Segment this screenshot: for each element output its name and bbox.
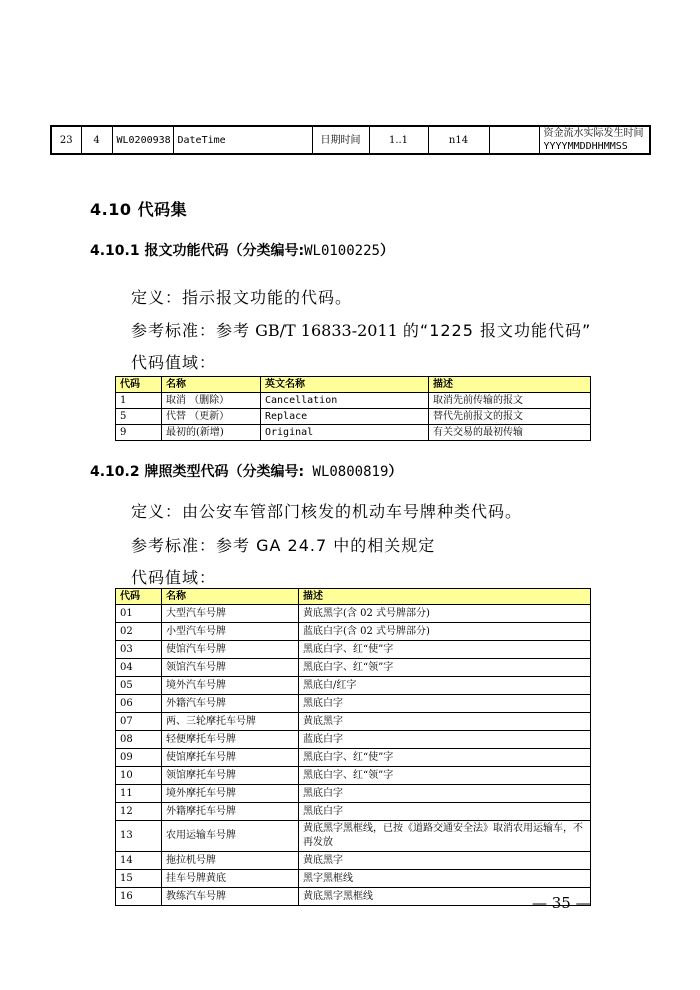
definition-text-1: 定义：指示报文功能的代码。 xyxy=(131,288,353,307)
classification-code: WL0100225 xyxy=(304,243,380,259)
description-cell: 替代先前报文的报文 xyxy=(429,409,591,425)
description-cell: 黑底白字 xyxy=(299,803,591,821)
table-row xyxy=(116,409,591,425)
description-cell: 黄底黑字黑框线 xyxy=(299,888,591,906)
message-function-code-table xyxy=(115,376,591,441)
table-row xyxy=(116,852,591,870)
code-cell: 14 xyxy=(116,852,162,870)
code-cell: 13 xyxy=(116,821,162,852)
code-cell: 15 xyxy=(116,870,162,888)
cell-description-line1: 资金流水实际发生时间 xyxy=(543,128,644,139)
column-header: 名称 xyxy=(162,589,299,605)
name-cell: 拖拉机号牌 xyxy=(162,852,299,870)
code-cell: 16 xyxy=(116,888,162,906)
table-row xyxy=(116,888,591,906)
classification-code: WL0800819 xyxy=(304,464,389,480)
subsection-heading-1 xyxy=(90,240,394,260)
column-header: 名称 xyxy=(162,377,261,393)
cell-level: 4 xyxy=(81,126,112,154)
description-cell: 黑底白/红字 xyxy=(299,677,591,695)
cell-format: n14 xyxy=(428,126,489,154)
table-row xyxy=(116,659,591,677)
name-cell: 农用运输车号牌 xyxy=(162,821,299,852)
cell-code: WL0200938 xyxy=(112,126,173,154)
code-domain-label-2: 代码值域： xyxy=(131,568,217,587)
column-header: 英文名称 xyxy=(261,377,429,393)
description-cell: 黄底黑字 xyxy=(299,852,591,870)
description-cell: 取消先前传输的报文 xyxy=(429,393,591,409)
cell-description xyxy=(539,126,650,154)
description-cell: 黄底黑字黑框线，已按《道路交通安全法》取消农用运输车，不再发放 xyxy=(299,821,591,852)
page-number: — 35 — xyxy=(532,894,591,912)
table-row xyxy=(116,695,591,713)
name-cell: 最初的(新增) xyxy=(162,425,261,441)
subsection-title-suffix: ） xyxy=(388,464,403,480)
code-cell: 02 xyxy=(116,623,162,641)
name-cell: 外籍汽车号牌 xyxy=(162,695,299,713)
description-cell: 蓝底白字 xyxy=(299,731,591,749)
table-row xyxy=(116,785,591,803)
definition-text-2: 定义：由公安车管部门核发的机动车号牌种类代码。 xyxy=(131,502,523,521)
subsection-number: 4.10.1 xyxy=(90,243,140,259)
reference-suffix: 的“1225 报文功能代码” xyxy=(402,321,592,340)
plate-type-code-table xyxy=(115,588,591,906)
description-cell: 黑底白字、红“领”字 xyxy=(299,659,591,677)
table-row xyxy=(116,749,591,767)
table-row xyxy=(51,126,650,154)
name-cell: 轻便摩托车号牌 xyxy=(162,731,299,749)
code-cell: 06 xyxy=(116,695,162,713)
cell-description-line2: YYYYMMDDHHMMSS xyxy=(543,141,628,152)
description-cell: 黑底白字 xyxy=(299,785,591,803)
column-header: 代码 xyxy=(116,377,162,393)
code-cell: 07 xyxy=(116,713,162,731)
code-cell: 1 xyxy=(116,393,162,409)
name-cell: 外籍摩托车号牌 xyxy=(162,803,299,821)
reference-text-1 xyxy=(131,318,591,341)
description-cell: 黑底白字、红“使”字 xyxy=(299,749,591,767)
code-cell: 12 xyxy=(116,803,162,821)
subsection-title-prefix: 报文功能代码（分类编号: xyxy=(144,243,305,259)
field-definition-table xyxy=(50,125,651,155)
column-header: 描述 xyxy=(429,377,591,393)
name-cell: 使馆汽车号牌 xyxy=(162,641,299,659)
english-name-cell: Replace xyxy=(261,409,429,425)
name-cell: 挂车号牌黄底 xyxy=(162,870,299,888)
name-cell: 领馆汽车号牌 xyxy=(162,659,299,677)
name-cell: 境外摩托车号牌 xyxy=(162,785,299,803)
table-row xyxy=(116,623,591,641)
description-cell: 有关交易的最初传输 xyxy=(429,425,591,441)
description-cell: 黑底白字 xyxy=(299,695,591,713)
description-cell: 蓝底白字(含 02 式号牌部分) xyxy=(299,623,591,641)
code-cell: 9 xyxy=(116,425,162,441)
english-name-cell: Original xyxy=(261,425,429,441)
name-cell: 境外汽车号牌 xyxy=(162,677,299,695)
code-cell: 10 xyxy=(116,767,162,785)
code-cell: 05 xyxy=(116,677,162,695)
section-title: 代码集 xyxy=(137,200,188,219)
code-cell: 01 xyxy=(116,605,162,623)
name-cell: 大型汽车号牌 xyxy=(162,605,299,623)
table-row xyxy=(116,731,591,749)
table-row xyxy=(116,641,591,659)
name-cell: 使馆摩托车号牌 xyxy=(162,749,299,767)
table-row xyxy=(116,425,591,441)
code-cell: 11 xyxy=(116,785,162,803)
code-cell: 03 xyxy=(116,641,162,659)
description-cell: 黄底黑字(含 02 式号牌部分) xyxy=(299,605,591,623)
reference-standard: GB/T 16833-2011 xyxy=(250,321,403,340)
table-row xyxy=(116,713,591,731)
description-cell: 黄底黑字 xyxy=(299,713,591,731)
table-header-row xyxy=(116,589,591,605)
code-domain-label-1: 代码值域： xyxy=(131,353,217,372)
subsection-heading-2 xyxy=(90,461,402,481)
subsection-title-suffix: ） xyxy=(379,243,394,259)
table-row xyxy=(116,393,591,409)
description-cell: 黑底白字、红“使”字 xyxy=(299,641,591,659)
table-row xyxy=(116,767,591,785)
table-row xyxy=(116,677,591,695)
description-cell: 黑字黑框线 xyxy=(299,870,591,888)
table-row xyxy=(116,605,591,623)
table-row xyxy=(116,870,591,888)
subsection-title-prefix: 牌照类型代码（分类编号: xyxy=(144,464,305,480)
table-header-row xyxy=(116,377,591,393)
name-cell: 取消 （删除） xyxy=(162,393,261,409)
cell-seq: 23 xyxy=(51,126,81,154)
code-cell: 08 xyxy=(116,731,162,749)
description-cell: 黑底白字、红“领”字 xyxy=(299,767,591,785)
column-header: 代码 xyxy=(116,589,162,605)
section-number: 4.10 xyxy=(90,200,132,219)
name-cell: 教练汽车号牌 xyxy=(162,888,299,906)
table-row xyxy=(116,821,591,852)
code-cell: 5 xyxy=(116,409,162,425)
english-name-cell: Cancellation xyxy=(261,393,429,409)
cell-empty xyxy=(489,126,539,154)
code-cell: 04 xyxy=(116,659,162,677)
name-cell: 两、三轮摩托车号牌 xyxy=(162,713,299,731)
reference-prefix: 参考标准：参考 xyxy=(131,321,251,340)
name-cell: 代替 （更新） xyxy=(162,409,261,425)
section-heading xyxy=(90,197,187,220)
name-cell: 小型汽车号牌 xyxy=(162,623,299,641)
code-cell: 09 xyxy=(116,749,162,767)
reference-text-2: 参考标准：参考 GA 24.7 中的相关规定 xyxy=(131,536,436,555)
cell-data-type: 日期时间 xyxy=(312,126,369,154)
cell-type: DateTime xyxy=(173,126,312,154)
name-cell: 领馆摩托车号牌 xyxy=(162,767,299,785)
column-header: 描述 xyxy=(299,589,591,605)
cell-cardinality: 1..1 xyxy=(369,126,428,154)
table-row xyxy=(116,803,591,821)
subsection-number: 4.10.2 xyxy=(90,464,140,480)
